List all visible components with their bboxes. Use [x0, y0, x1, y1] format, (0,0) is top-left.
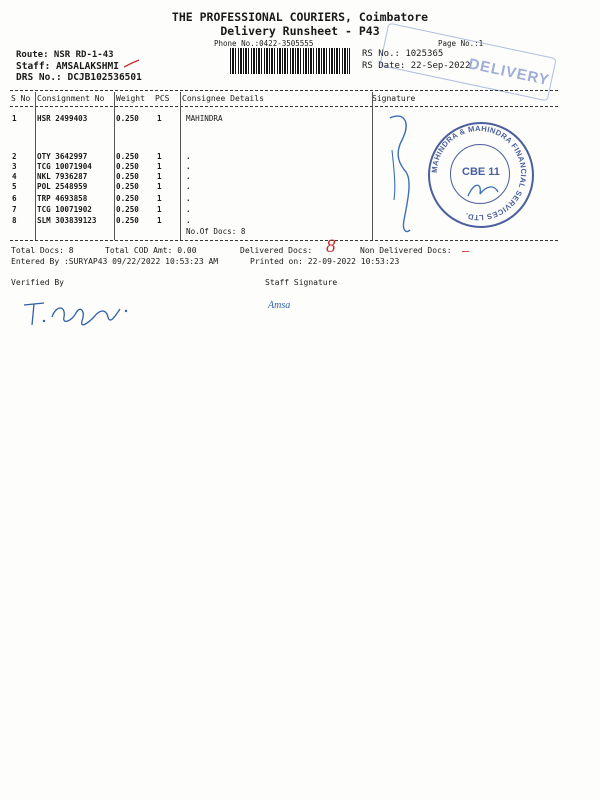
row-sno: 4 — [12, 172, 17, 181]
row-consignee: . — [186, 182, 191, 191]
non-delivered-docs: Non Delivered Docs: — [360, 246, 452, 255]
total-cod: Total COD Amt: 0.00 — [105, 246, 197, 255]
col-sno: S No — [11, 94, 31, 103]
staff-signature-label: Staff Signature — [265, 278, 338, 287]
consignee-signature — [382, 110, 422, 240]
drs-number: DRS No.: DCJB102536501 — [16, 72, 142, 83]
row-weight: 0.250 — [116, 152, 139, 161]
phone-number: Phone No.:0422-3505555 — [214, 39, 314, 48]
delivery-stamp-text: DELIVERY — [466, 55, 552, 90]
row-sno: 3 — [12, 162, 17, 171]
divider — [10, 106, 558, 107]
row-consignment: TRP 4693858 — [37, 194, 88, 203]
row-weight: 0.250 — [116, 172, 139, 181]
red-tick-mark — [122, 58, 142, 70]
column-line — [180, 92, 181, 240]
row-pcs: 1 — [157, 216, 162, 225]
row-consignment: SLM 303839123 — [37, 216, 97, 225]
row-consignee: . — [186, 162, 191, 171]
column-line — [372, 92, 373, 240]
col-consignment: Consignment No — [37, 94, 105, 103]
row-consignment: OTY 3642997 — [37, 152, 88, 161]
row-consignment: TCG 10071902 — [37, 205, 92, 214]
row-sno: 7 — [12, 205, 17, 214]
row-consignee: . — [186, 194, 191, 203]
row-pcs: 1 — [157, 114, 162, 123]
row-sno: 1 — [12, 114, 17, 123]
printed-on: Printed on: 22-09-2022 10:53:23 — [250, 257, 400, 266]
verifier-signature — [22, 295, 142, 335]
col-signature: Signature — [372, 94, 416, 103]
no-of-docs: No.Of Docs: 8 — [186, 227, 246, 236]
verified-by-label: Verified By — [11, 278, 64, 287]
row-consignment: NKL 7936287 — [37, 172, 88, 181]
total-docs: Total Docs: 8 — [11, 246, 74, 255]
row-pcs: 1 — [157, 194, 162, 203]
row-consignment: POL 2548959 — [37, 182, 88, 191]
row-pcs: 1 — [157, 162, 162, 171]
row-sno: 6 — [12, 194, 17, 203]
row-consignment: HSR 2499403 — [37, 114, 88, 123]
route: Route: NSR RD-1-43 — [16, 50, 114, 60]
row-pcs: 1 — [157, 172, 162, 181]
runsheet-title: Delivery Runsheet - P43 — [220, 24, 380, 38]
stamp-center-text: CBE 11 — [462, 166, 500, 178]
row-consignee: . — [186, 216, 191, 225]
delivered-docs-handwritten: 8 — [326, 236, 336, 257]
row-weight: 0.250 — [116, 182, 139, 191]
row-weight: 0.250 — [116, 205, 139, 214]
row-pcs: 1 — [157, 182, 162, 191]
column-line — [35, 92, 36, 240]
row-sno: 8 — [12, 216, 17, 225]
col-pcs: PCS — [155, 94, 170, 103]
rs-date: RS Date: 22-Sep-2022 — [362, 61, 471, 71]
delivered-docs: Delivered Docs: — [240, 246, 313, 255]
row-pcs: 1 — [157, 205, 162, 214]
page-number: Page No.:1 — [438, 39, 484, 48]
row-sno: 5 — [12, 182, 17, 191]
row-pcs: 1 — [157, 152, 162, 161]
staff-name: Staff: AMSALAKSHMI — [16, 61, 119, 72]
row-weight: 0.250 — [116, 162, 139, 171]
row-weight: 0.250 — [116, 114, 139, 123]
staff-handwritten-signature: Amsa — [268, 300, 291, 311]
column-line — [114, 92, 115, 240]
rs-number: RS No.: 1025365 — [362, 49, 444, 59]
row-consignee: . — [186, 172, 191, 181]
non-delivered-handwritten: — — [462, 244, 470, 258]
row-sno: 2 — [12, 152, 17, 161]
company-title: THE PROFESSIONAL COURIERS, Coimbatore — [171, 10, 429, 24]
row-weight: 0.250 — [116, 216, 139, 225]
row-weight: 0.250 — [116, 194, 139, 203]
divider — [10, 240, 558, 241]
barcode — [230, 48, 350, 74]
col-weight: Weight — [116, 94, 145, 103]
row-consignee: . — [186, 205, 191, 214]
col-consignee: Consignee Details — [182, 94, 264, 103]
row-consignment: TCG 10071904 — [37, 162, 92, 171]
entered-by: Entered By :SURYAP43 09/22/2022 10:53:23 AM — [11, 257, 219, 266]
row-consignee: . — [186, 152, 191, 161]
stamp-ring-text: MAHINDRA & MAHINDRA FINANCIAL SERVICES LTD. — [429, 123, 529, 223]
stamp-initials — [464, 178, 504, 204]
row-consignee: MAHINDRA — [186, 114, 223, 123]
divider — [10, 90, 558, 91]
